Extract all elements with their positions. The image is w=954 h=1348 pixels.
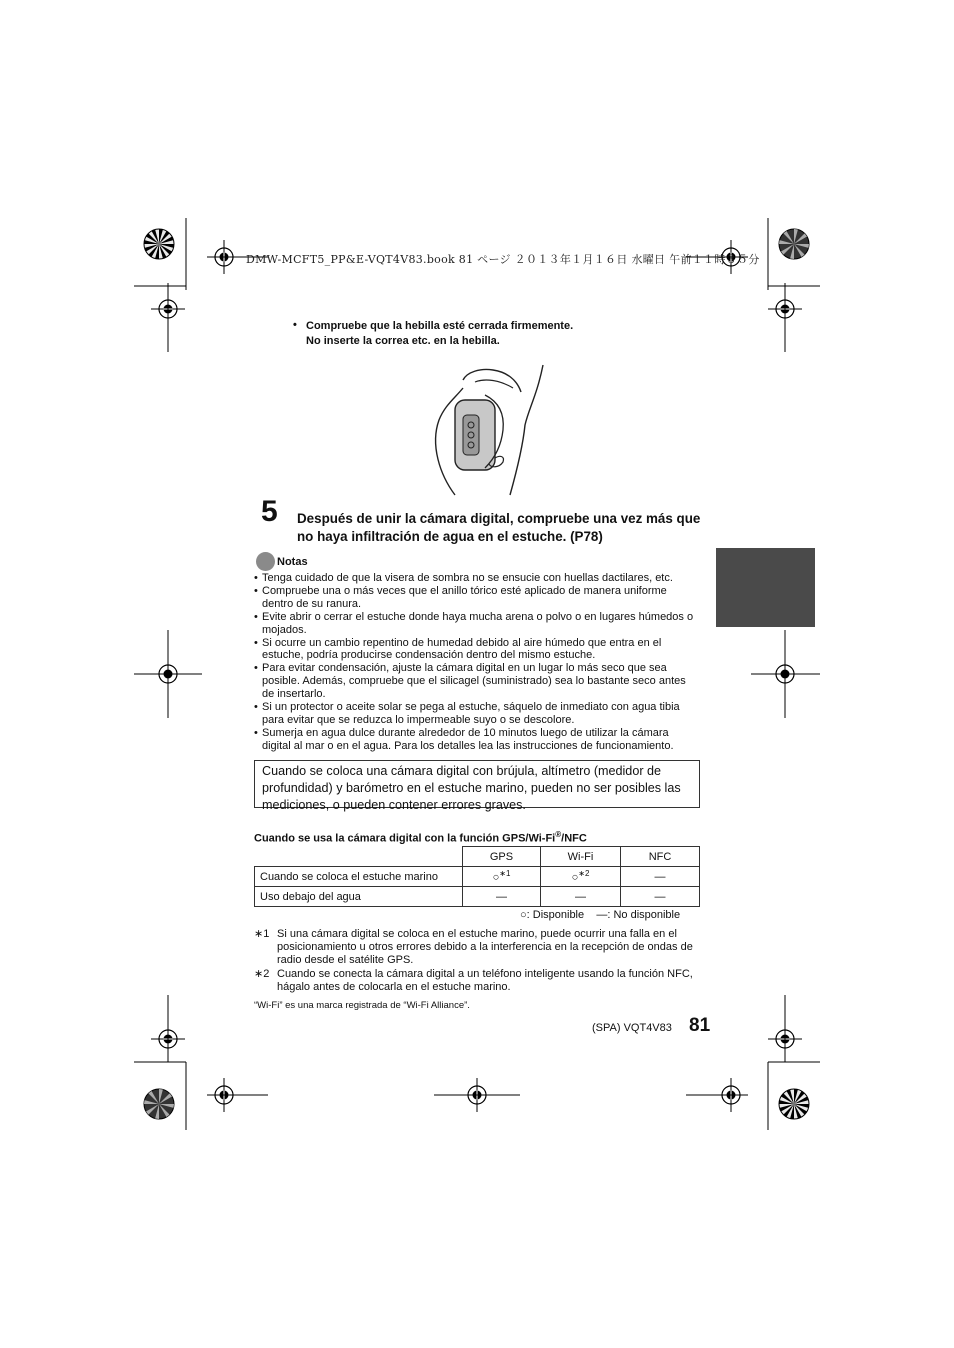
feature-availability-table [254,846,700,907]
table-header-gps: GPS [463,847,541,867]
notes-list [254,572,700,753]
table-row [255,887,700,907]
note-item: • Para evitar condensación, ajuste la cámara digital en un lugar lo más seco que sea posible. Además, compruebe que el silicagel (suministrado) sea lo bastante seco antes de insertarlo. [254,662,700,701]
note-item: • Si ocurre un cambio repentino de humedad debido al aire húmedo que entra en el estuche, podría producirse condensación dentro del mismo estuche. [254,637,700,663]
table-row-label: Uso debajo del agua [255,887,463,907]
intro-line-1: Compruebe que la hebilla esté cerrada firmemente. [306,320,574,332]
footnote [254,928,700,967]
notes-icon [256,552,275,571]
note-item: • Evite abrir o cerrar el estuche donde haya mucha arena o polvo o en lugares húmedos o mojados. [254,611,700,637]
step-instruction: Después de unir la cámara digital, compruebe una vez más que no haya infiltración de agua en el estuche. (P78) [297,511,701,544]
table-empty-cell [255,847,463,867]
note-item: • Si un protector o aceite solar se pega al estuche, sáquelo de inmediato con agua tibia para evitar que se reduzca lo impermeable suyo o se descolore. [254,701,700,727]
availability-symbol: ○ [492,871,500,884]
step-number: 5 [261,495,278,528]
page-number: 81 [689,1015,711,1036]
table-cell-wifi [541,867,621,887]
trademark-note: “Wi-Fi” es una marca registrada de “Wi-Fi Alliance”. [254,1000,470,1011]
table-legend: ○: Disponible —: No disponible [520,909,681,921]
table-cell-nfc: — [621,867,700,887]
footnote-ref: ∗1 [499,869,511,879]
table-header-wifi: Wi-Fi [541,847,621,867]
availability-symbol: ○ [571,871,579,884]
table-header-nfc: NFC [621,847,700,867]
section-tab [716,548,815,627]
print-header: DMW-MCFT5_PP&E-VQT4V83.book 81 ページ ２０１３年１月１６日 水曜日 午前１１時３５分 [246,253,760,266]
footnote-mark: ∗2 [254,968,270,980]
footnote-text: Si una cámara digital se coloca en el estuche marino, puede ocurrir una falla en el posicionamiento u otros errores debido a la interferencia en la recepción de ondas de radio desde el satélite GPS. [277,928,693,966]
notes-title: Notas [277,556,308,568]
note-item: • Compruebe una o más veces que el anillo tórico esté aplicado de manera uniforme dentro de su ranura. [254,585,700,611]
table-cell-gps: — [463,887,541,907]
table-row-label: Cuando se coloca el estuche marino [255,867,463,887]
table-cell-nfc: — [621,887,700,907]
registered-mark: ® [555,830,562,839]
note-item: • Sumerja en agua dulce durante alrededor de 10 minutos luego de utilizar la cámara digital al mar o en el agua. Para los detalles lea las instrucciones de funcionamiento. [254,727,700,753]
footnote [254,968,700,994]
intro-line-2: No inserte la correa etc. en la hebilla. [306,335,500,347]
bullet: • [293,319,297,331]
warning-box: Cuando se coloca una cámara digital con brújula, altímetro (medidor de profundidad) y barómetro en el estuche marino, pueden no ser posibles las mediciones, o pueden contener errores graves. [254,760,700,808]
table-header-row [255,847,700,867]
table-cell-wifi: — [541,887,621,907]
table-title-text: Cuando se usa la cámara digital con la función GPS/Wi-Fi [254,832,556,845]
note-item: • Tenga cuidado de que la visera de sombra no se ensucie con huellas dactilares, etc. [254,572,700,585]
intro-note [293,319,574,349]
table-cell-gps [463,867,541,887]
table-row [255,867,700,887]
footnote-ref: ∗2 [578,869,590,879]
footnote-text: Cuando se conecta la cámara digital a un teléfono inteligente usando la función NFC, hágalo antes de colocarla en el estuche marino. [277,968,693,993]
document-code: (SPA) VQT4V83 [592,1022,672,1034]
table-title [254,830,587,845]
hands-holding-case-illustration [425,360,555,500]
footnote-mark: ∗1 [254,928,270,940]
table-title-suffix: /NFC [561,832,587,845]
